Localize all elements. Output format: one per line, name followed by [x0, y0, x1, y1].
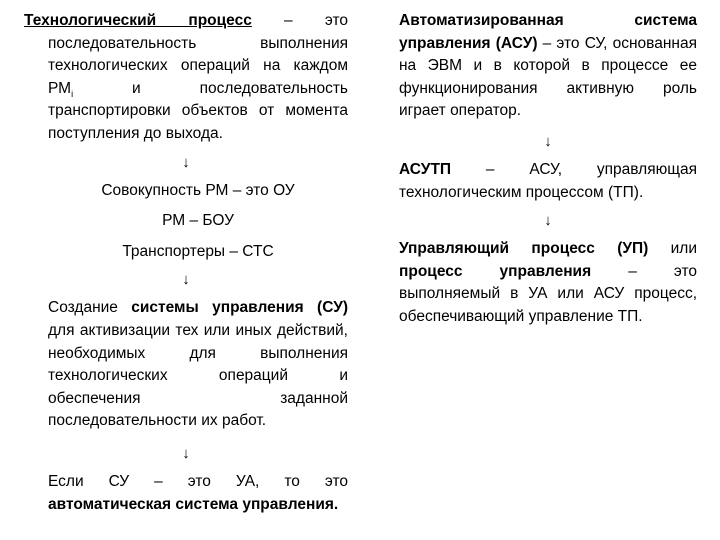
left-column — [24, 10, 348, 516]
down-arrow-icon: ↓ — [182, 444, 190, 462]
sts-line: Транспортеры – СТС — [122, 242, 274, 260]
ou-line: Совокупность РМ – это ОУ — [101, 181, 295, 199]
down-arrow-icon: ↓ — [182, 153, 190, 171]
asu-text: – это СУ, основанная на ЭВМ и в которой в процессе ее функционирования активную роль играет оператор. — [399, 34, 697, 120]
tech-process-subscript: i — [71, 88, 74, 99]
control-process-text-a: или — [648, 240, 697, 258]
control-process-definition — [399, 238, 697, 328]
down-arrow-icon: ↓ — [544, 132, 552, 150]
right-column — [399, 10, 697, 329]
asutp-text: – АСУ, управляющая технологическим процессом (ТП). — [399, 160, 697, 201]
control-system-paragraph — [24, 297, 348, 433]
control-system-text-a: Создание — [48, 299, 132, 317]
automatic-system-term: автоматическая система управления. — [48, 495, 339, 513]
tech-process-text-b: и последовательность транспортировки объектов от момента поступления до выхода. — [48, 79, 348, 142]
control-system-text-b: для активизации тех или иных действий, необходимых для выполнения технологических операций и обеспечения заданной последовательности их работ. — [48, 321, 348, 430]
down-arrow-icon: ↓ — [544, 212, 552, 230]
control-process-text-b: – это выполняемый в УА или АСУ процесс, обеспечивающий управление ТП. — [399, 262, 697, 325]
control-process-term-1: Управляющий процесс (УП) — [399, 240, 649, 258]
asu-term: Автоматизированная система управления (АСУ) — [399, 12, 697, 52]
down-arrow-icon: ↓ — [182, 271, 190, 289]
tech-process-definition — [24, 10, 348, 146]
tech-process-term: Технологический процесс — [24, 12, 252, 29]
control-system-term: системы управления (СУ) — [131, 299, 348, 317]
asutp-definition — [399, 159, 697, 204]
tech-process-text-a: – это последовательность выполнения технологических операций на каждом РМ — [48, 12, 348, 97]
asutp-term: АСУТП — [399, 160, 452, 178]
automatic-system-paragraph — [24, 471, 348, 516]
automatic-system-text-a: Если СУ – это УА, то это — [48, 472, 348, 490]
asu-definition — [399, 10, 697, 123]
bou-line: РМ – БОУ — [162, 212, 234, 230]
control-process-term-2: процесс управления — [399, 262, 592, 280]
